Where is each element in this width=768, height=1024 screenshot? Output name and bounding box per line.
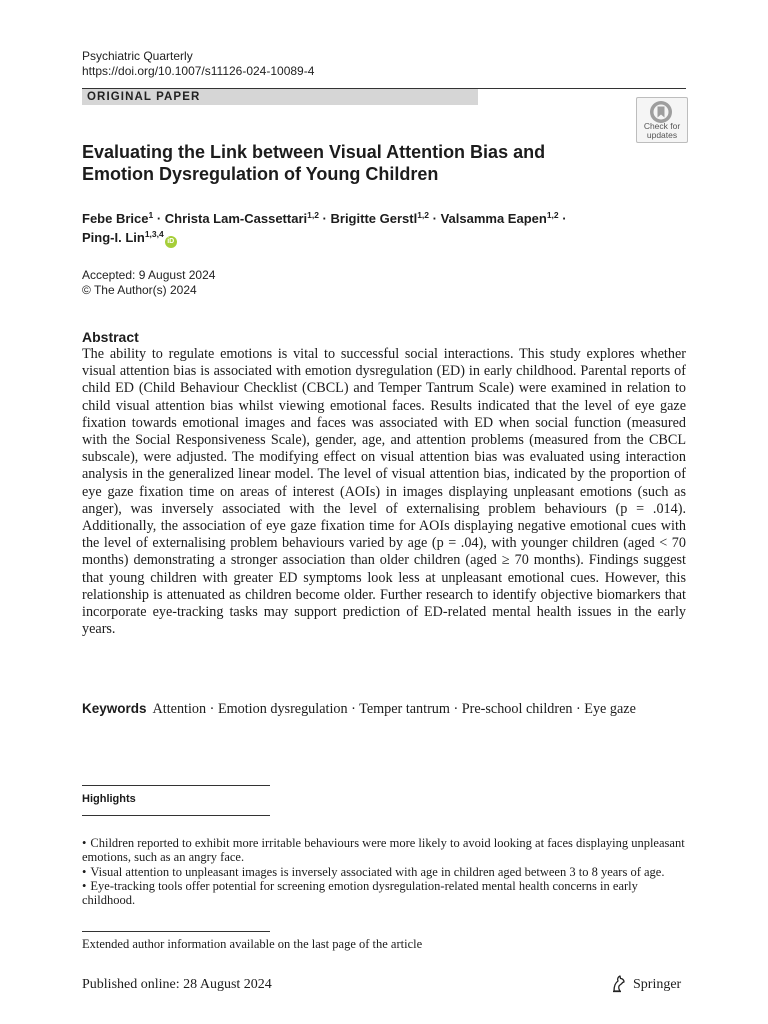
author-separator: · xyxy=(429,211,441,226)
highlight-item: • Eye-tracking tools offer potential for screening emotion dysregulation-related mental health concerns in early childhood. xyxy=(82,879,686,908)
highlight-item: • Children reported to exhibit more irritable behaviours were more likely to avoid looking at faces displaying unpleasant emotions, such as an angry face. xyxy=(82,836,686,865)
publisher-name: Springer xyxy=(633,977,682,992)
accepted-date: Accepted: 9 August 2024 xyxy=(82,268,216,282)
author-name[interactable]: Valsamma Eapen xyxy=(440,211,547,226)
abstract-body: The ability to regulate emotions is vital to successful social interactions. This study explores whether visual attention bias is associated with emotion dysregulation (ED) in early childhood. Parental reports of child ED (Child Behaviour Checklist (CBCL) and Temper Tantrum Scale) were examined in relation to child visual attention bias whilst viewing emotional faces. Results indicated that the level of eye gaze fixation towards emotional images and faces was associated with ED when social function (measured with the Social Responsiveness Scale), gender, age, and attention problems (measured from the CBCL subscale), were adjusted. The modifying effect on visual attention bias was evaluated using interaction analysis in the generalized linear model. The level of visual attention bias, indicated by the proportion of eye gaze fixation time on areas of interest (AOIs) in images displaying unpleasant emotions (such as anger), was inversely associated with the level of externalising problem behaviours (p = .014). Additionally, the association of eye gaze fixation time for AOIs displaying negative emotional cues with the level of externalising problem behaviours varied by age (p = .04), with younger children (aged < 70 months) demonstrating a stronger association than older children (aged ≥ 70 months). Findings suggest that young children with greater ED symptoms look less at unpleasant emotional cues. However, this relationship is attenuated as children become older. Further research to identify objective biomarkers that incorporate eye-tracking tasks may support prediction of ED-related mental health issues in the early years. xyxy=(82,346,686,638)
author-separator: · xyxy=(318,211,331,226)
author-separator: · xyxy=(153,211,165,226)
badge-label: Check for updates xyxy=(643,121,681,140)
published-date: Published online: 28 August 2024 xyxy=(82,977,272,992)
keywords-block xyxy=(82,700,686,718)
paper-title: Evaluating the Link between Visual Attention Bias and Emotion Dysregulation of Young Children xyxy=(82,142,546,184)
author-affiliation: 1,2 xyxy=(417,210,430,220)
highlights-heading: Highlights xyxy=(82,793,136,805)
abstract-heading: Abstract xyxy=(82,329,139,345)
author-affiliation: 1 xyxy=(148,210,154,220)
author-affiliation: 1,2 xyxy=(307,210,319,220)
author-affiliation: 1,2 xyxy=(546,210,559,220)
author-name[interactable]: Ping-I. Lin xyxy=(82,230,145,245)
author-name[interactable]: Brigitte Gerstl xyxy=(330,211,418,226)
keywords-list: Attention · Emotion dysregulation · Temper tantrum · Pre-school children · Eye gaze xyxy=(152,701,636,717)
highlights-rule-top xyxy=(82,785,270,786)
author-name[interactable]: Christa Lam-Cassettari xyxy=(164,211,308,226)
footnote-rule xyxy=(82,931,270,932)
author-list xyxy=(82,209,682,248)
keywords-label: Keywords xyxy=(82,701,147,716)
highlights-rule-bottom xyxy=(82,815,270,816)
author-name[interactable]: Febe Brice xyxy=(82,211,149,226)
highlights-list xyxy=(82,836,686,907)
copyright-notice: © The Author(s) 2024 xyxy=(82,283,197,297)
author-info-footnote: Extended author information available on the last page of the article xyxy=(82,937,423,951)
highlight-item: • Visual attention to unpleasant images is inversely associated with age in children aged between 3 to 8 years of age. xyxy=(82,865,686,879)
springer-horse-icon xyxy=(609,974,629,994)
orcid-icon[interactable]: iD xyxy=(165,236,177,248)
author-affiliation: 1,3,4 xyxy=(144,229,164,239)
doi-link[interactable]: https://doi.org/10.1007/s11126-024-10089-4 xyxy=(82,64,315,78)
paper-type-label: ORIGINAL PAPER xyxy=(87,91,201,103)
author-separator: · xyxy=(558,211,567,226)
check-for-updates-badge[interactable] xyxy=(636,97,688,143)
journal-name: Psychiatric Quarterly xyxy=(82,49,193,63)
